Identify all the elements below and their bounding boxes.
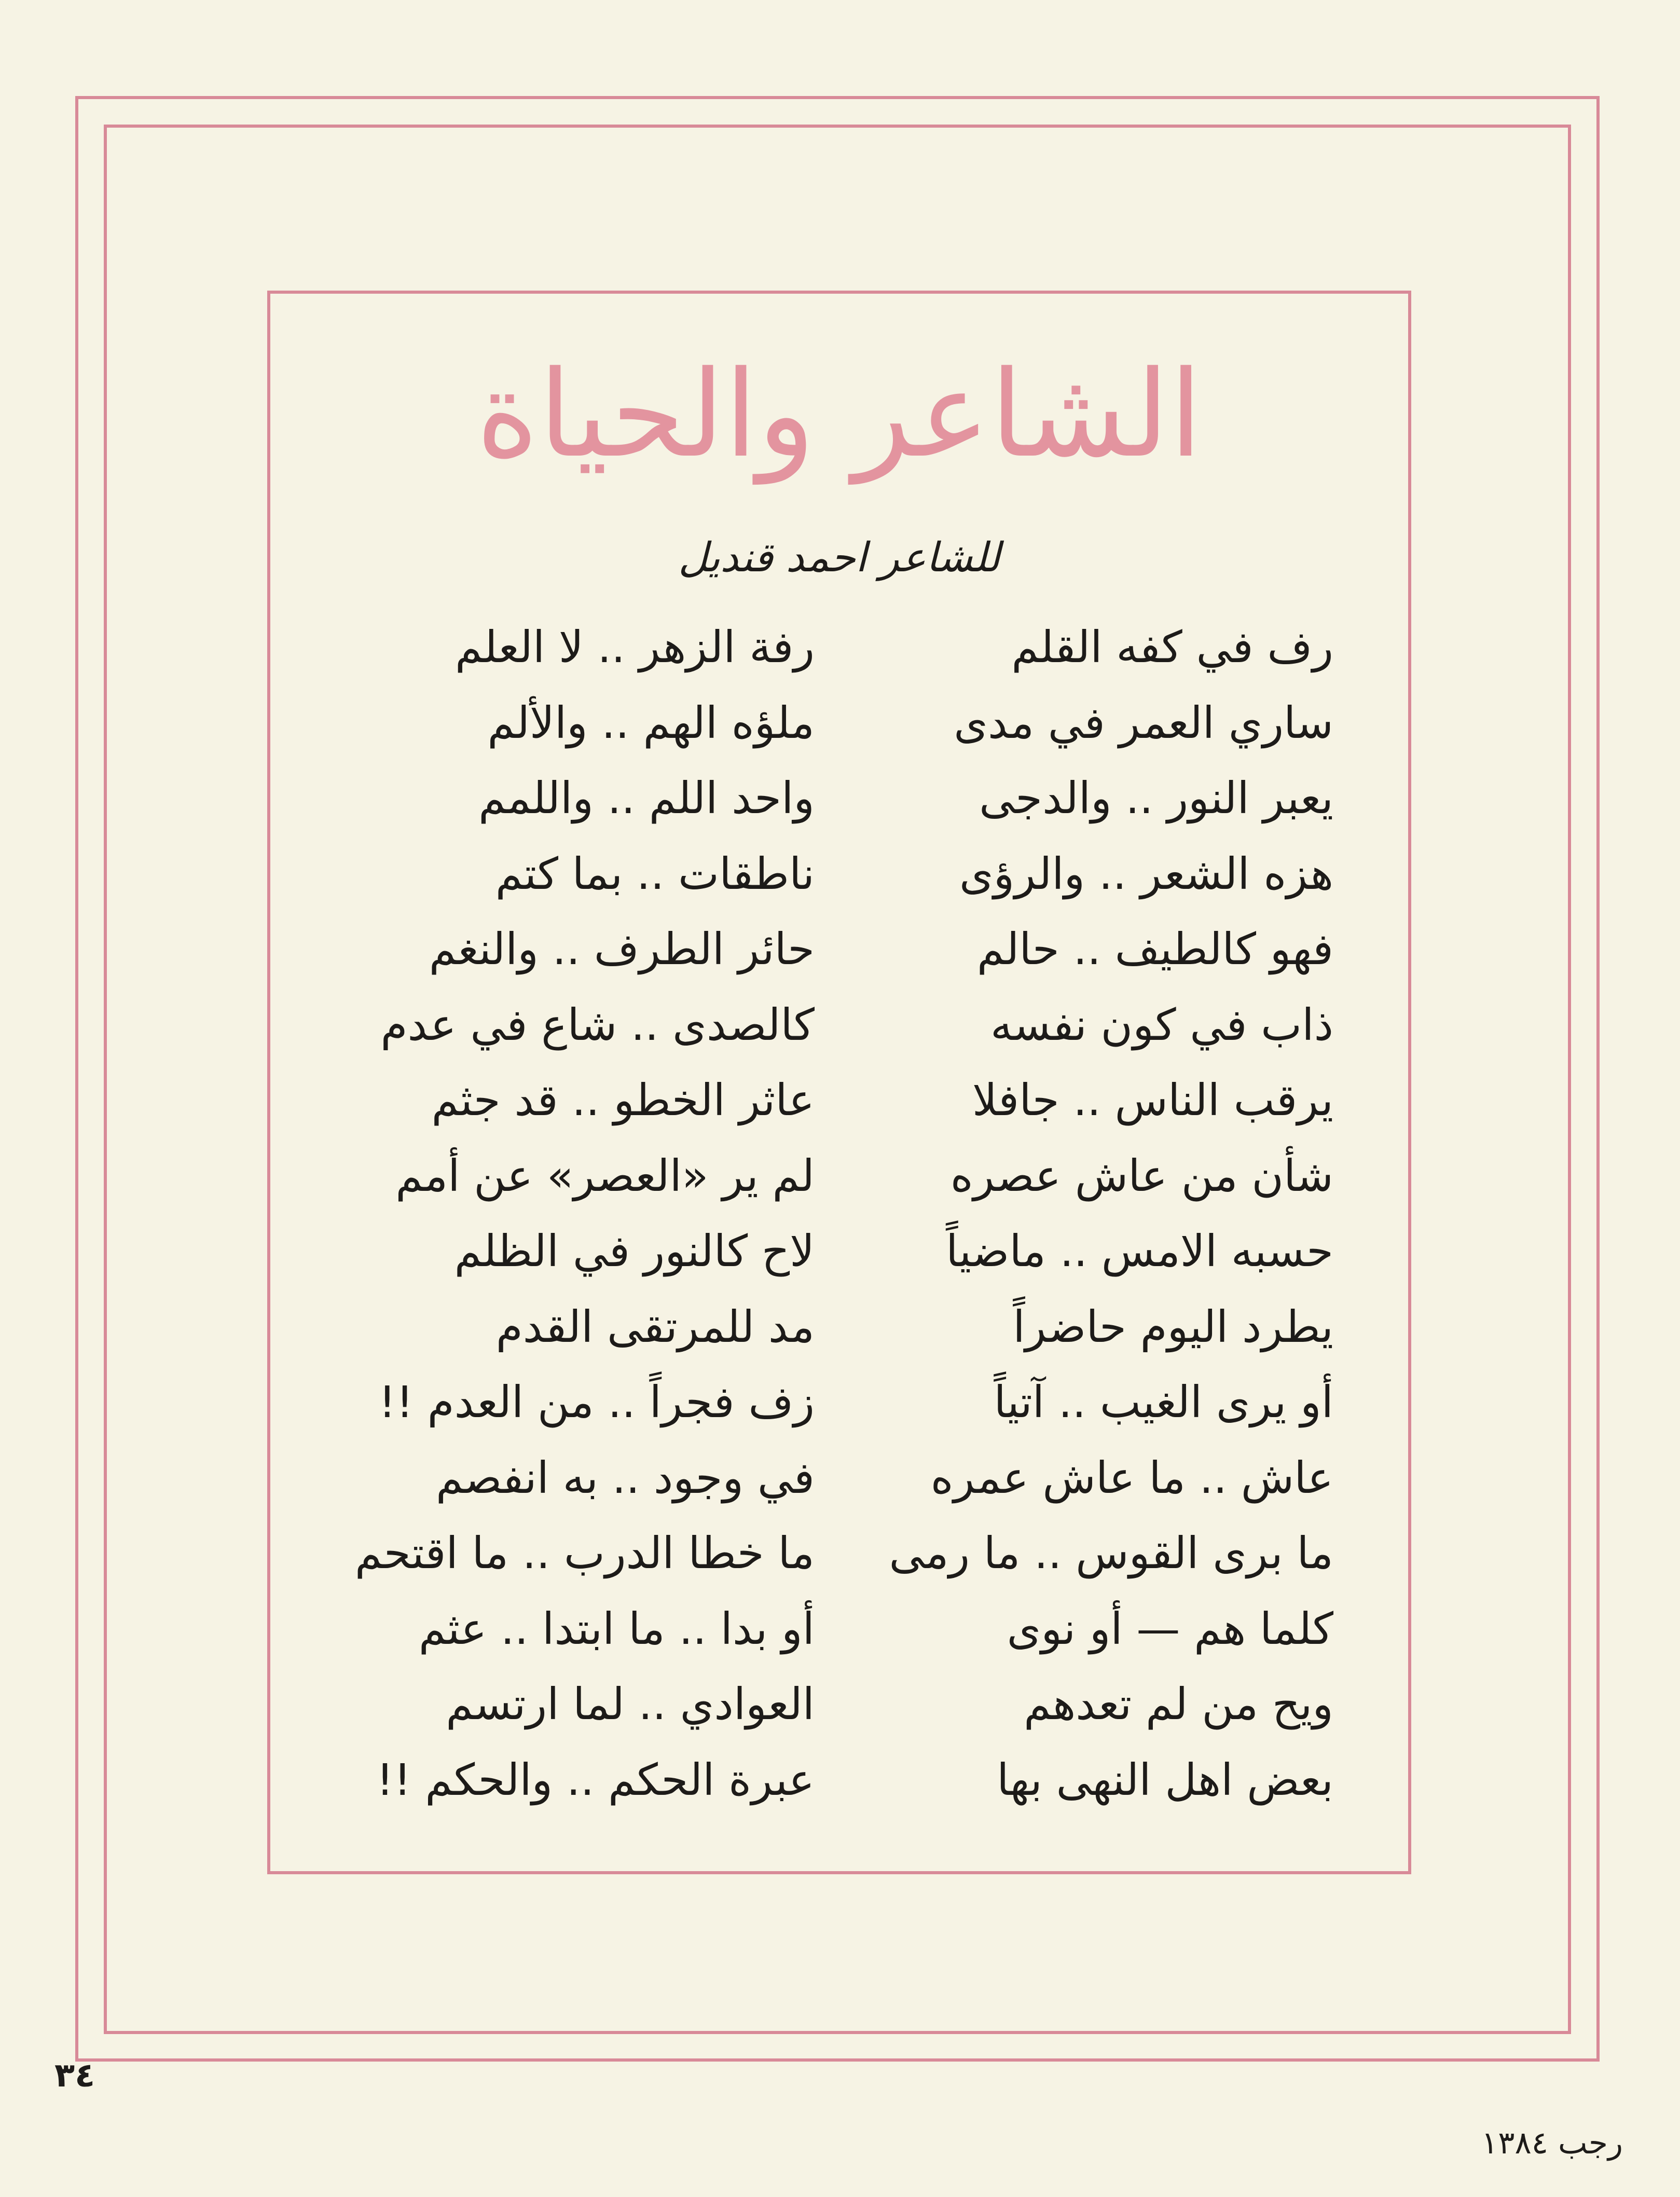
issue-date: رجب ١٣٨٤ bbox=[1481, 2125, 1623, 2161]
verse bbox=[353, 610, 1333, 685]
verse-first-hemistich: يعبر النور .. والدجى bbox=[979, 773, 1333, 823]
verse-first-hemistich: ساري العمر في مدى bbox=[954, 697, 1333, 748]
verse-second-hemistich: ملؤه الهم .. والألم bbox=[487, 697, 815, 748]
verse bbox=[353, 685, 1333, 761]
verse bbox=[353, 1138, 1333, 1214]
verse bbox=[353, 1591, 1333, 1667]
verse bbox=[353, 1667, 1333, 1742]
verse-first-hemistich: حسبه الامس .. ماضياً bbox=[946, 1226, 1333, 1276]
verse-first-hemistich: ويح من لم تعدهم bbox=[1024, 1679, 1333, 1729]
verse-first-hemistich: هزه الشعر .. والرؤى bbox=[959, 848, 1333, 899]
page-number: ٣٤ bbox=[54, 2056, 95, 2095]
verse bbox=[353, 1516, 1333, 1591]
verse-second-hemistich: عاثر الخطو .. قد جثم bbox=[431, 1075, 815, 1125]
verse-first-hemistich: ذاب في كون نفسه bbox=[990, 999, 1333, 1050]
verse-second-hemistich: العوادي .. لما ارتسم bbox=[446, 1679, 815, 1729]
verse bbox=[353, 987, 1333, 1063]
poem-body bbox=[353, 610, 1333, 1845]
verse-second-hemistich: ناطقات .. بما كتم bbox=[495, 848, 815, 899]
verse-second-hemistich: ما خطا الدرب .. ما اقتحم bbox=[354, 1528, 815, 1578]
verse-first-hemistich: ما برى القوس .. ما رمى bbox=[889, 1528, 1333, 1578]
verse-second-hemistich: زف فجراً .. من العدم !! bbox=[378, 1377, 815, 1427]
verse-first-hemistich: عاش .. ما عاش عمره bbox=[930, 1452, 1333, 1503]
verse bbox=[353, 1440, 1333, 1516]
verse bbox=[353, 761, 1333, 836]
verse bbox=[353, 912, 1333, 987]
verse-second-hemistich: لاح كالنور في الظلم bbox=[454, 1226, 815, 1276]
verse-first-hemistich: يرقب الناس .. جافلا bbox=[972, 1075, 1333, 1125]
verse-second-hemistich: لم ير «العصر» عن أمم bbox=[395, 1150, 815, 1201]
poem-title: الشاعر والحياة bbox=[476, 346, 1203, 484]
verse-second-hemistich: في وجود .. به انفصم bbox=[435, 1452, 815, 1503]
verse-second-hemistich: واحد اللم .. واللمم bbox=[478, 773, 815, 823]
verse-first-hemistich: يطرد اليوم حاضراً bbox=[1013, 1301, 1333, 1352]
verse-first-hemistich: بعض اهل النهى بها bbox=[997, 1754, 1333, 1805]
verse bbox=[353, 1063, 1333, 1138]
verse-first-hemistich: أو يرى الغيب .. آتياً bbox=[994, 1377, 1333, 1427]
verse-second-hemistich: عبرة الحكم .. والحكم !! bbox=[376, 1754, 815, 1805]
verse bbox=[353, 1214, 1333, 1289]
verse-second-hemistich: أو بدا .. ما ابتدا .. عثم bbox=[418, 1603, 815, 1654]
verse-first-hemistich: رف في كفه القلم bbox=[1011, 622, 1333, 672]
verse-second-hemistich: رفة الزهر .. لا العلم bbox=[455, 622, 815, 672]
verse-second-hemistich: حائر الطرف .. والنغم bbox=[429, 924, 815, 974]
verse-second-hemistich: مد للمرتقى القدم bbox=[495, 1301, 815, 1352]
verse bbox=[353, 836, 1333, 912]
verse-second-hemistich: كالصدى .. شاع في عدم bbox=[380, 999, 815, 1050]
verse-first-hemistich: كلما هم — أو نوى bbox=[1007, 1603, 1333, 1654]
verse bbox=[353, 1289, 1333, 1365]
poet-byline: للشاعر احمد قنديل bbox=[678, 534, 1000, 581]
verse-first-hemistich: شأن من عاش عصره bbox=[950, 1150, 1333, 1201]
verse bbox=[353, 1742, 1333, 1818]
verse-first-hemistich: فهو كالطيف .. حالم bbox=[976, 924, 1333, 974]
verse bbox=[353, 1365, 1333, 1440]
